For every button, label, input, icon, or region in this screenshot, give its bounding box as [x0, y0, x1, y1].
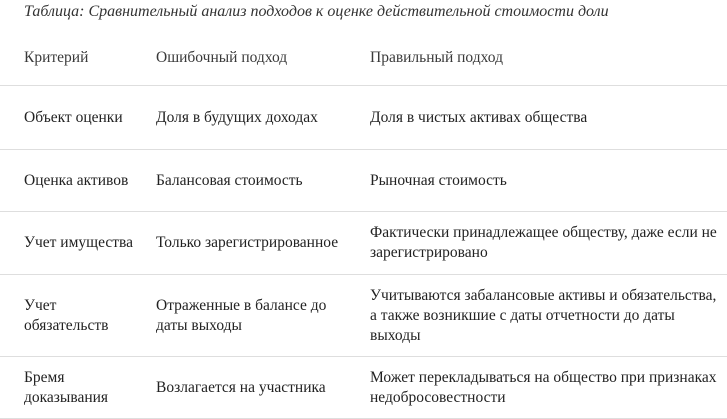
table-caption: Таблица: Сравнительный анализ подходов к оценке действительной стоимости доли: [24, 3, 609, 20]
right-approach-cell: Учитываются забалансовые активы и обязательства, а также возникшие с даты отчетности до даты выходы: [370, 286, 717, 344]
table-row: [0, 86, 727, 150]
table-row: [0, 275, 727, 357]
wrong-approach-cell: Отраженные в балансе до даты выходы: [156, 296, 327, 334]
table-header-row: [0, 30, 727, 86]
wrong-approach-cell: Доля в будущих доходах: [156, 108, 318, 126]
comparison-table: [0, 30, 727, 419]
wrong-approach-cell: Только зарегистрированное: [156, 234, 339, 251]
criterion-cell: Бремя доказывания: [24, 368, 109, 406]
criterion-cell: Объект оценки: [24, 108, 123, 126]
wrong-approach-cell: Возлагается на участника: [156, 378, 326, 396]
criterion-cell: Учет имущества: [24, 234, 133, 251]
criterion-cell: Оценка активов: [24, 171, 129, 189]
right-approach-cell: Фактически принадлежащее обществу, даже если не зарегистрировано: [370, 224, 717, 261]
right-approach-cell: Доля в чистых активах общества: [370, 108, 588, 126]
table-row: [0, 150, 727, 212]
column-header-wrong-approach: Ошибочный подход: [156, 48, 288, 66]
wrong-approach-cell: Балансовая стоимость: [156, 171, 303, 189]
right-approach-cell: Рыночная стоимость: [370, 171, 507, 189]
table-row: [0, 357, 727, 419]
column-header-criterion: Критерий: [24, 48, 89, 66]
criterion-cell: Учет обязательств: [24, 296, 109, 334]
right-approach-cell: Может перекладываться на общество при признаках недобросовестности: [370, 368, 717, 406]
table-row: [0, 212, 727, 275]
column-header-right-approach: Правильный подход: [370, 48, 503, 66]
